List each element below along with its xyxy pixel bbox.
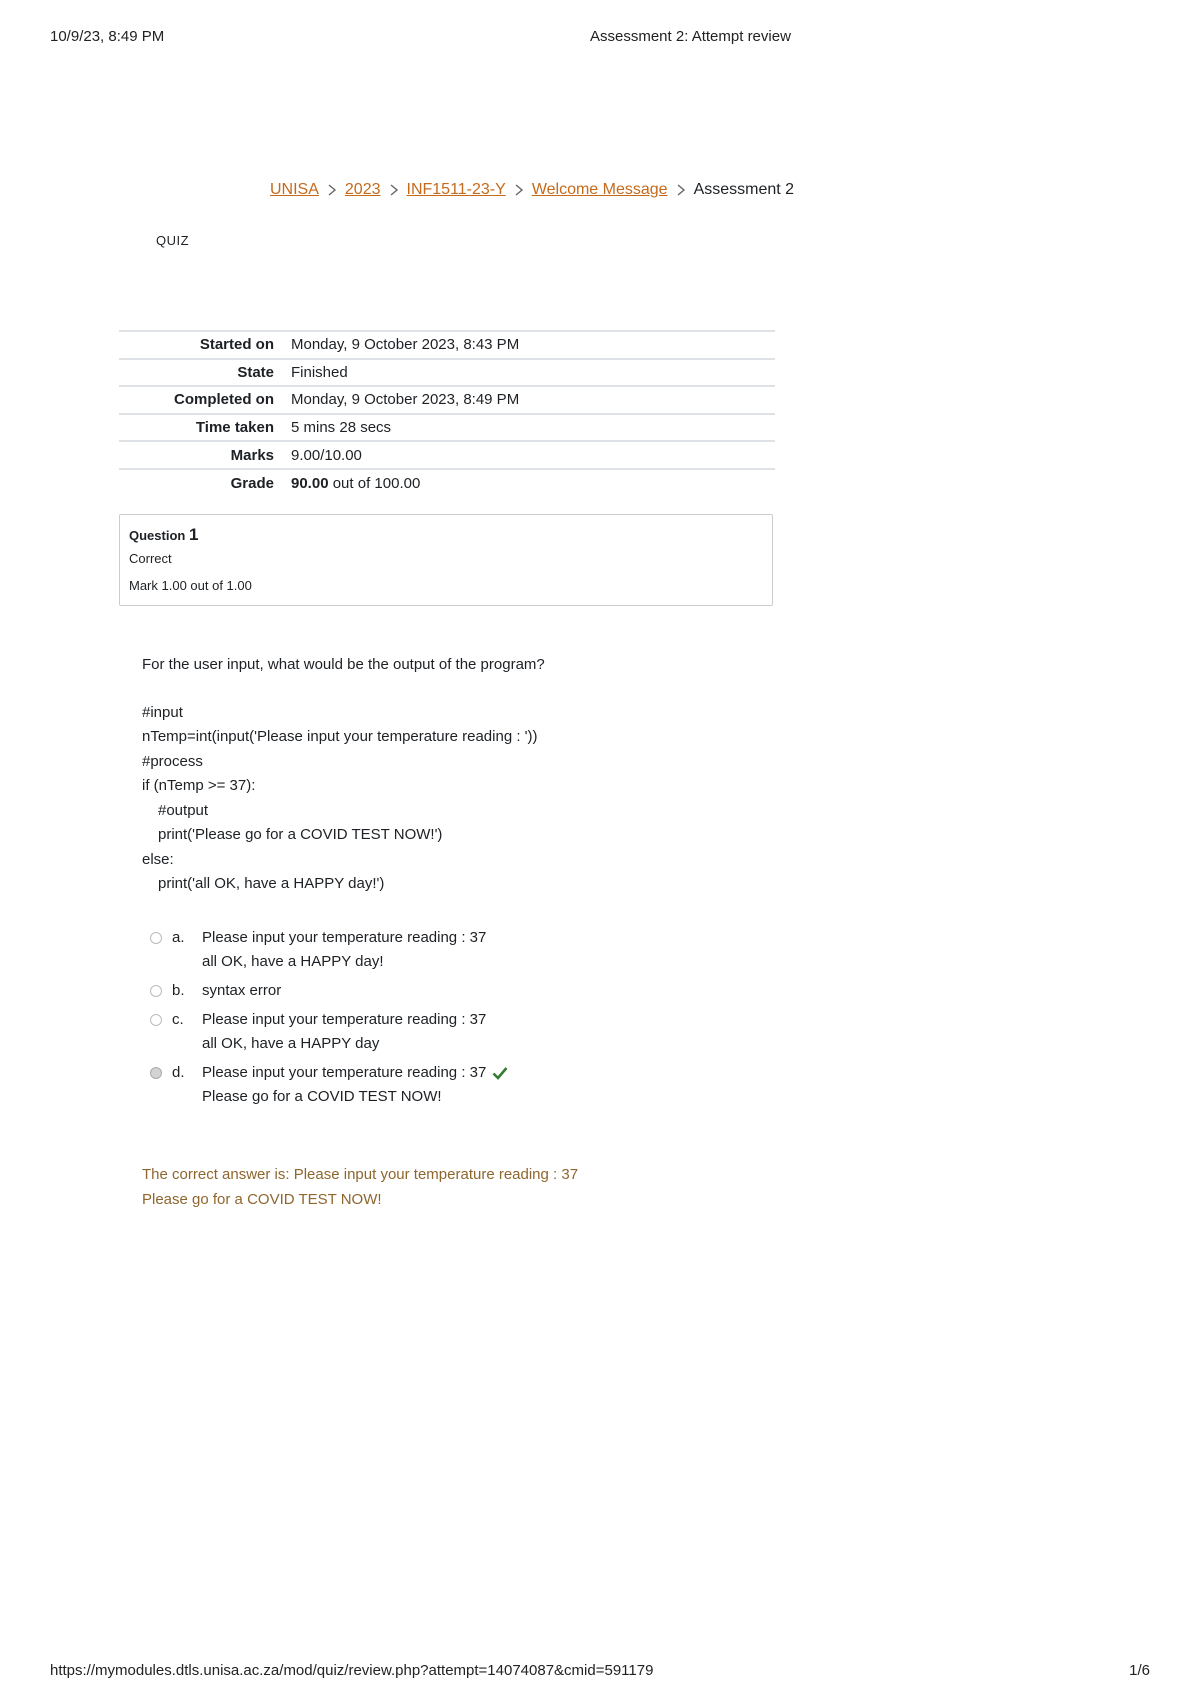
answer-text: [202, 926, 486, 974]
summary-row-started: [119, 331, 775, 359]
summary-value: [291, 469, 775, 497]
answer-line: Please go for a COVID TEST NOW!: [202, 1088, 442, 1105]
summary-row-state: [119, 359, 775, 387]
attempt-summary-table: [119, 330, 775, 497]
answer-line: [202, 1061, 508, 1085]
question-prompt: For the user input, what would be the output of the program?: [142, 656, 545, 673]
summary-label: Time taken: [195, 419, 274, 437]
answer-text: [202, 979, 281, 1003]
radio-button[interactable]: [150, 1014, 162, 1026]
answer-letter: b.: [172, 982, 185, 999]
print-url: https://mymodules.dtls.unisa.ac.za/mod/quiz/review.php?attempt=14074087&cmid=591179: [50, 1662, 654, 1679]
breadcrumb-link-year[interactable]: 2023: [344, 181, 381, 198]
quiz-label: QUIZ: [156, 233, 190, 248]
radio-button[interactable]: [150, 985, 162, 997]
breadcrumb-link-course[interactable]: INF1511-23-Y: [406, 181, 506, 198]
question-text: [142, 653, 545, 897]
answer-option-c[interactable]: [150, 1008, 508, 1056]
question-prefix: Question: [129, 528, 189, 543]
answer-line: Please input your temperature reading : 37: [202, 929, 487, 946]
print-date: 10/9/23, 8:49 PM: [50, 28, 165, 45]
summary-label: Marks: [230, 446, 274, 464]
answer-line: Please input your temperature reading : 37: [202, 1011, 487, 1028]
code-line: #process: [142, 752, 203, 770]
grade-total: out of 100.00: [328, 474, 421, 492]
summary-label: Grade: [230, 474, 274, 492]
print-header: [50, 28, 1150, 48]
summary-value: Monday, 9 October 2023, 8:49 PM: [291, 391, 520, 409]
answer-line: all OK, have a HAPPY day!: [202, 953, 384, 970]
page-number: 1/6: [1129, 1662, 1150, 1679]
summary-label: Started on: [199, 336, 274, 354]
radio-button-selected[interactable]: [150, 1067, 162, 1079]
code-line: nTemp=int(input('Please input your temperature reading : ')): [142, 728, 538, 745]
code-line: if (nTemp >= 37):: [142, 777, 256, 794]
summary-label: State: [237, 363, 274, 381]
summary-value: Monday, 9 October 2023, 8:43 PM: [291, 336, 520, 354]
chevron-right-icon: [668, 181, 694, 199]
answer-option-d[interactable]: [150, 1061, 508, 1109]
answer-line: syntax error: [202, 982, 282, 999]
answer-text: [202, 1061, 508, 1109]
summary-value: 5 mins 28 secs: [291, 419, 392, 437]
question-info-box: [119, 514, 773, 606]
breadcrumb: [270, 181, 794, 199]
summary-row-completed: [119, 386, 775, 414]
question-grade: Mark 1.00 out of 1.00: [129, 578, 252, 593]
question-number-value: 1: [188, 525, 199, 544]
answer-letter: a.: [172, 929, 185, 946]
check-icon: [492, 1066, 508, 1080]
feedback-line: Please go for a COVID TEST NOW!: [142, 1191, 382, 1208]
answer-line-text: Please input your temperature reading : 37: [202, 1064, 487, 1081]
chevron-right-icon: [319, 181, 345, 199]
breadcrumb-current: Assessment 2: [693, 181, 795, 198]
radio-button[interactable]: [150, 932, 162, 944]
answer-option-b[interactable]: [150, 979, 508, 1003]
question-state: Correct: [129, 551, 172, 566]
breadcrumb-link-unisa[interactable]: UNISA: [270, 181, 319, 198]
answer-letter: c.: [172, 1011, 184, 1028]
correct-answer-feedback: [142, 1162, 578, 1212]
question-number: [129, 525, 763, 545]
summary-row-time-taken: [119, 414, 775, 442]
feedback-line: The correct answer is: Please input your temperature reading : 37: [142, 1166, 579, 1183]
summary-value: Finished: [291, 363, 348, 381]
answer-letter: d.: [172, 1064, 185, 1081]
answer-option-a[interactable]: [150, 926, 508, 974]
code-line: #input: [142, 703, 183, 721]
summary-value: 9.00/10.00: [291, 446, 362, 464]
answer-line: all OK, have a HAPPY day: [202, 1035, 380, 1052]
code-line: print('all OK, have a HAPPY day!'): [158, 875, 385, 892]
answer-options: [150, 926, 508, 1114]
breadcrumb-link-section[interactable]: Welcome Message: [531, 181, 668, 198]
grade-score: 90.00: [291, 474, 329, 492]
answer-text: [202, 1008, 486, 1056]
code-line: else:: [142, 850, 174, 868]
print-title: Assessment 2: Attempt review: [590, 28, 791, 45]
code-line: print('Please go for a COVID TEST NOW!'): [158, 826, 443, 843]
print-footer: [50, 1662, 1150, 1682]
chevron-right-icon: [506, 181, 532, 199]
summary-label: Completed on: [174, 391, 274, 409]
code-line: #output: [158, 801, 209, 819]
summary-row-grade: [119, 469, 775, 497]
chevron-right-icon: [381, 181, 407, 199]
summary-row-marks: [119, 441, 775, 469]
